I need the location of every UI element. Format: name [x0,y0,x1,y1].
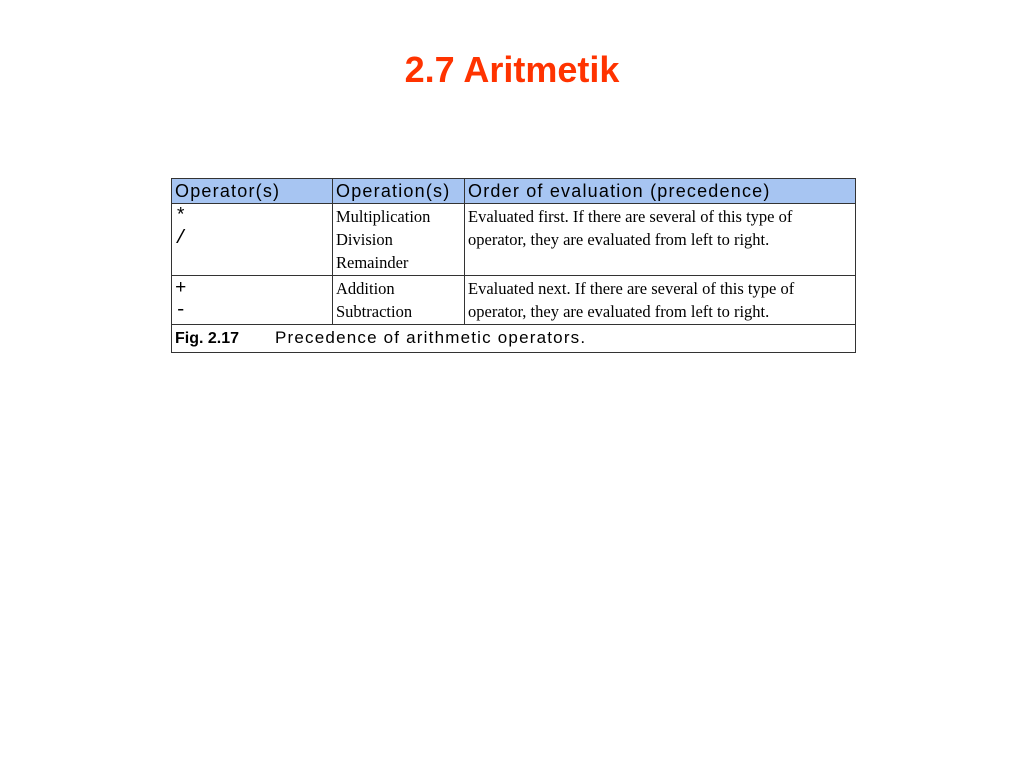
operation-addition: Addition [336,279,395,298]
operator-multiply: * [175,205,187,227]
operation-multiplication: Multiplication [336,207,431,226]
table-header-row [172,179,856,204]
operator-add: + [175,277,187,299]
operators-cell [172,276,333,325]
operation-subtraction: Subtraction [336,302,413,321]
operator-subtract: - [175,299,187,321]
table-row [172,204,856,276]
precedence-table-container [171,178,855,353]
order-cell: Evaluated first. If there are several of this type of operator, they are evaluated from left to right. [465,204,856,276]
caption-row [172,325,856,353]
order-cell: Evaluated next. If there are several of this type of operator, they are evaluated from left to right. [465,276,856,325]
operation-remainder: Remainder [336,253,409,272]
operator-divide: / [175,227,187,249]
operators-cell [172,204,333,276]
figure-label: Fig. 2.17 [175,330,240,347]
figure-caption-text: Precedence of arithmetic operators. [275,328,587,347]
slide-title: 2.7 Aritmetik [404,49,620,90]
operations-cell [333,276,465,325]
operation-division: Division [336,230,393,249]
header-operators: Operator(s) [172,179,333,204]
header-order-of-evaluation: Order of evaluation (precedence) [465,179,856,204]
precedence-table [171,178,856,353]
table-row [172,276,856,325]
header-operations: Operation(s) [333,179,465,204]
operations-cell [333,204,465,276]
figure-caption [172,325,856,353]
